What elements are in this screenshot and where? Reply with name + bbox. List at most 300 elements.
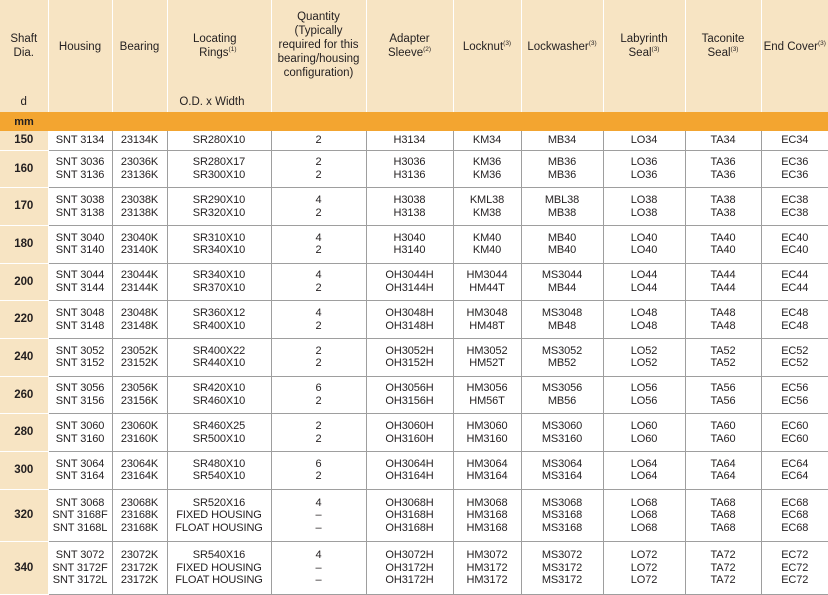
adapter-sleeve-cell — [366, 301, 453, 339]
cell-line: OH3064H — [367, 458, 453, 471]
locating-rings-cell — [167, 542, 271, 595]
cell-line: 23138K — [113, 207, 167, 220]
end-cover-cell — [761, 263, 828, 301]
cell-line: 2 — [272, 470, 366, 483]
cell-line: FIXED HOUSING — [168, 509, 271, 522]
labyrinth-seal-cell — [603, 489, 685, 542]
labyrinth-seal-cell — [603, 263, 685, 301]
housing-cell — [48, 542, 112, 595]
lockwasher-cell — [521, 338, 603, 376]
cell-line: 2 — [272, 134, 366, 147]
cell-line: SR440X10 — [168, 357, 271, 370]
locating-rings-cell — [167, 489, 271, 542]
locating-rings-cell — [167, 131, 271, 150]
quantity-cell — [271, 150, 366, 188]
cell-line: SNT 3060 — [49, 420, 112, 433]
cell-line: KM36 — [454, 169, 521, 182]
locating-rings-cell — [167, 301, 271, 339]
cell-line: SR420X10 — [168, 382, 271, 395]
lockwasher-cell — [521, 489, 603, 542]
cell-line: MS3064 — [522, 458, 603, 471]
cell-line: 23044K — [113, 269, 167, 282]
cell-line: 4 — [272, 549, 366, 562]
cell-line: TA56 — [686, 382, 761, 395]
cell-line: SNT 3052 — [49, 345, 112, 358]
cell-line: OH3056H — [367, 382, 453, 395]
cell-line: LO52 — [604, 357, 685, 370]
cell-line: LO44 — [604, 269, 685, 282]
cell-line: MS3044 — [522, 269, 603, 282]
cell-line: HM3044 — [454, 269, 521, 282]
taconite-seal-cell — [685, 225, 761, 263]
shaft-dia-cell: 160 — [0, 150, 48, 188]
cell-line: 23064K — [113, 458, 167, 471]
cell-line: 23072K — [113, 549, 167, 562]
cell-line: SR370X10 — [168, 282, 271, 295]
end-cover-header: End Cover$^{(3)}$ — [761, 0, 828, 112]
labyrinth-seal-cell — [603, 188, 685, 226]
cell-line: SR540X10 — [168, 470, 271, 483]
cell-line: H3036 — [367, 156, 453, 169]
cell-line: MS3056 — [522, 382, 603, 395]
cell-line: 4 — [272, 307, 366, 320]
cell-line: 2 — [272, 357, 366, 370]
cell-line: MS3052 — [522, 345, 603, 358]
cell-line: SNT 3172L — [49, 574, 112, 587]
cell-line: 23148K — [113, 320, 167, 333]
locknut-cell — [453, 452, 521, 490]
cell-line: MS3172 — [522, 574, 603, 587]
cell-line: HM3064 — [454, 458, 521, 471]
cell-line: OH3160H — [367, 433, 453, 446]
cell-line: MS3072 — [522, 549, 603, 562]
bearing-cell — [112, 489, 167, 542]
housing-header: Housing — [48, 0, 112, 112]
cell-line: HM3048 — [454, 307, 521, 320]
cell-line: HM52T — [454, 357, 521, 370]
cell-line: 6 — [272, 458, 366, 471]
cell-line: SR310X10 — [168, 232, 271, 245]
cell-line: EC64 — [762, 470, 828, 483]
cell-line: OH3156H — [367, 395, 453, 408]
table-row — [0, 150, 828, 188]
cell-line: SR320X10 — [168, 207, 271, 220]
cell-line: LO48 — [604, 320, 685, 333]
cell-line: EC40 — [762, 244, 828, 257]
table-row — [0, 376, 828, 414]
cell-line: TA36 — [686, 156, 761, 169]
cell-line: EC36 — [762, 169, 828, 182]
cell-line: MS3060 — [522, 420, 603, 433]
cell-line: SNT 3068 — [49, 497, 112, 510]
cell-line: OH3144H — [367, 282, 453, 295]
cell-line: EC40 — [762, 232, 828, 245]
cell-line: 23060K — [113, 420, 167, 433]
cell-line: TA38 — [686, 194, 761, 207]
end-cover-cell — [761, 414, 828, 452]
end-cover-cell — [761, 542, 828, 595]
cell-line: SR360X12 — [168, 307, 271, 320]
cell-line: EC36 — [762, 156, 828, 169]
cell-line: OH3152H — [367, 357, 453, 370]
cell-line: TA56 — [686, 395, 761, 408]
adapter-sleeve-cell — [366, 452, 453, 490]
cell-line: 2 — [272, 433, 366, 446]
cell-line: TA52 — [686, 357, 761, 370]
cell-line: H3136 — [367, 169, 453, 182]
adapter-sleeve-cell — [366, 150, 453, 188]
cell-line: 23152K — [113, 357, 167, 370]
quantity-cell — [271, 301, 366, 339]
lockwasher-cell — [521, 542, 603, 595]
cell-line: KM34 — [454, 134, 521, 147]
lockwasher-header: Lockwasher$^{(3)}$ — [521, 0, 603, 112]
cell-line: LO40 — [604, 232, 685, 245]
shaft-dia-header: Shaft Dia. d — [0, 0, 48, 112]
cell-line: EC64 — [762, 458, 828, 471]
cell-line: 23160K — [113, 433, 167, 446]
cell-line: TA72 — [686, 574, 761, 587]
shaft-dia-cell: 300 — [0, 452, 48, 490]
table-row — [0, 225, 828, 263]
bearing-cell — [112, 131, 167, 150]
cell-line: SNT 3144 — [49, 282, 112, 295]
cell-line: HM56T — [454, 395, 521, 408]
cell-line: EC44 — [762, 282, 828, 295]
cell-line: OH3044H — [367, 269, 453, 282]
cell-line: OH3172H — [367, 574, 453, 587]
bearing-cell — [112, 188, 167, 226]
cell-line: LO56 — [604, 382, 685, 395]
cell-line: EC56 — [762, 382, 828, 395]
cell-line: OH3052H — [367, 345, 453, 358]
shaft-dia-cell: 280 — [0, 414, 48, 452]
table-row — [0, 489, 828, 542]
table-row — [0, 414, 828, 452]
cell-line: TA68 — [686, 497, 761, 510]
cell-line: MB40 — [522, 244, 603, 257]
locating-rings-cell — [167, 414, 271, 452]
cell-line: H3038 — [367, 194, 453, 207]
cell-line: TA64 — [686, 470, 761, 483]
housing-cell — [48, 414, 112, 452]
cell-line: SNT 3138 — [49, 207, 112, 220]
table-row — [0, 338, 828, 376]
cell-line: SNT 3168L — [49, 522, 112, 535]
cell-line: EC72 — [762, 574, 828, 587]
cell-line: MB48 — [522, 320, 603, 333]
cell-line: OH3168H — [367, 522, 453, 535]
locknut-cell — [453, 414, 521, 452]
lockwasher-cell — [521, 301, 603, 339]
labyrinth-seal-cell — [603, 225, 685, 263]
cell-line: 23048K — [113, 307, 167, 320]
table-row — [0, 263, 828, 301]
locknut-cell — [453, 150, 521, 188]
labyrinth-seal-cell — [603, 376, 685, 414]
cell-line: EC38 — [762, 194, 828, 207]
cell-line: SR290X10 — [168, 194, 271, 207]
cell-line: OH3072H — [367, 549, 453, 562]
cell-line: SNT 3172F — [49, 562, 112, 575]
cell-line: 23168K — [113, 509, 167, 522]
locknut-cell — [453, 263, 521, 301]
locating-rings-cell — [167, 452, 271, 490]
cell-line: LO60 — [604, 433, 685, 446]
end-cover-cell — [761, 301, 828, 339]
cell-line: LO36 — [604, 156, 685, 169]
cell-line: SNT 3036 — [49, 156, 112, 169]
labyrinth-seal-cell — [603, 542, 685, 595]
cell-line: KM40 — [454, 232, 521, 245]
housing-cell — [48, 263, 112, 301]
cell-line: 2 — [272, 395, 366, 408]
cell-line: LO38 — [604, 194, 685, 207]
lockwasher-cell — [521, 414, 603, 452]
cell-line: MBL38 — [522, 194, 603, 207]
cell-line: 23040K — [113, 232, 167, 245]
cell-line: TA40 — [686, 232, 761, 245]
shaft-dia-cell: 340 — [0, 542, 48, 595]
cell-line: SR300X10 — [168, 169, 271, 182]
cell-line: HM3056 — [454, 382, 521, 395]
locating-rings-cell — [167, 150, 271, 188]
shaft-dia-cell: 200 — [0, 263, 48, 301]
cell-line: SNT 3064 — [49, 458, 112, 471]
quantity-cell — [271, 542, 366, 595]
housing-cell — [48, 301, 112, 339]
housing-cell — [48, 452, 112, 490]
cell-line: TA38 — [686, 207, 761, 220]
cell-line: EC38 — [762, 207, 828, 220]
cell-line: EC68 — [762, 509, 828, 522]
end-cover-cell — [761, 338, 828, 376]
locating-rings-header: Locating Rings$^{(1)}$ O.D. x Width — [167, 0, 271, 112]
cell-line: SNT 3156 — [49, 395, 112, 408]
bearing-cell — [112, 150, 167, 188]
end-cover-cell — [761, 376, 828, 414]
quantity-cell — [271, 188, 366, 226]
table-row — [0, 188, 828, 226]
cell-line: SNT 3134 — [49, 134, 112, 147]
cell-line: SNT 3044 — [49, 269, 112, 282]
bearing-cell — [112, 338, 167, 376]
lockwasher-cell — [521, 452, 603, 490]
cell-line: 6 — [272, 382, 366, 395]
quantity-cell — [271, 263, 366, 301]
bearing-cell — [112, 542, 167, 595]
cell-line: TA64 — [686, 458, 761, 471]
cell-line: SNT 3038 — [49, 194, 112, 207]
cell-line: – — [272, 574, 366, 587]
cell-line: MB40 — [522, 232, 603, 245]
adapter-sleeve-cell — [366, 131, 453, 150]
cell-line: OH3060H — [367, 420, 453, 433]
cell-line: 23168K — [113, 522, 167, 535]
cell-line: MS3164 — [522, 470, 603, 483]
cell-line: 23036K — [113, 156, 167, 169]
cell-line: HM3068 — [454, 497, 521, 510]
taconite-seal-cell — [685, 301, 761, 339]
cell-line: 2 — [272, 156, 366, 169]
labyrinth-seal-header: Labyrinth Seal$^{(3)}$ — [603, 0, 685, 112]
taconite-seal-cell — [685, 131, 761, 150]
cell-line: 2 — [272, 420, 366, 433]
adapter-sleeve-cell — [366, 489, 453, 542]
taconite-seal-cell — [685, 338, 761, 376]
labyrinth-seal-cell — [603, 414, 685, 452]
quantity-cell — [271, 338, 366, 376]
cell-line: FLOAT HOUSING — [168, 522, 271, 535]
cell-line: MB34 — [522, 134, 603, 147]
quantity-cell — [271, 414, 366, 452]
taconite-seal-cell — [685, 489, 761, 542]
taconite-seal-cell — [685, 188, 761, 226]
bearing-cell — [112, 263, 167, 301]
cell-line: KML38 — [454, 194, 521, 207]
adapter-sleeve-cell — [366, 338, 453, 376]
locating-rings-cell — [167, 263, 271, 301]
cell-line: KM38 — [454, 207, 521, 220]
cell-line: 2 — [272, 345, 366, 358]
cell-line: SR460X10 — [168, 395, 271, 408]
end-cover-cell — [761, 188, 828, 226]
locknut-cell — [453, 338, 521, 376]
cell-line: TA72 — [686, 562, 761, 575]
cell-line: SNT 3072 — [49, 549, 112, 562]
cell-line: LO60 — [604, 420, 685, 433]
locating-rings-cell — [167, 225, 271, 263]
cell-line: EC60 — [762, 433, 828, 446]
cell-line: MB56 — [522, 395, 603, 408]
lockwasher-cell — [521, 225, 603, 263]
cell-line: EC72 — [762, 549, 828, 562]
cell-line: SR520X16 — [168, 497, 271, 510]
cell-line: EC52 — [762, 345, 828, 358]
cell-line: MB36 — [522, 169, 603, 182]
housing-cell — [48, 150, 112, 188]
shaft-dia-cell: 220 — [0, 301, 48, 339]
cell-line: EC48 — [762, 320, 828, 333]
cell-line: HM3160 — [454, 433, 521, 446]
cell-line: OH3168H — [367, 509, 453, 522]
cell-line: MB44 — [522, 282, 603, 295]
locknut-cell — [453, 489, 521, 542]
cell-line: HM3072 — [454, 549, 521, 562]
housing-cell — [48, 131, 112, 150]
cell-line: SR400X22 — [168, 345, 271, 358]
shaft-dia-cell: 170 — [0, 188, 48, 226]
locknut-cell — [453, 131, 521, 150]
cell-line: SR500X10 — [168, 433, 271, 446]
cell-line: 23052K — [113, 345, 167, 358]
cell-line: TA48 — [686, 320, 761, 333]
end-cover-cell — [761, 452, 828, 490]
cell-line: MS3168 — [522, 522, 603, 535]
cell-line: SNT 3152 — [49, 357, 112, 370]
cell-line: 4 — [272, 194, 366, 207]
cell-line: HM3060 — [454, 420, 521, 433]
cell-line: MB52 — [522, 357, 603, 370]
cell-line: TA60 — [686, 433, 761, 446]
cell-line: LO72 — [604, 562, 685, 575]
cell-line: H3138 — [367, 207, 453, 220]
cell-line: SR340X10 — [168, 244, 271, 257]
cell-line: LO40 — [604, 244, 685, 257]
cell-line: TA44 — [686, 282, 761, 295]
quantity-cell — [271, 489, 366, 542]
cell-line: EC68 — [762, 497, 828, 510]
shaft-dia-cell: 240 — [0, 338, 48, 376]
locating-rings-cell — [167, 376, 271, 414]
shaft-dia-cell: 320 — [0, 489, 48, 542]
locknut-cell — [453, 188, 521, 226]
cell-line: SNT 3140 — [49, 244, 112, 257]
cell-line: LO34 — [604, 134, 685, 147]
cell-line: TA68 — [686, 522, 761, 535]
quantity-header: Quantity (Typically required for this bearing/housing configuration) — [271, 0, 366, 112]
shaft-dia-cell: 150 — [0, 131, 48, 150]
quantity-cell — [271, 225, 366, 263]
table-row — [0, 452, 828, 490]
adapter-sleeve-cell — [366, 542, 453, 595]
cell-line: SR540X16 — [168, 549, 271, 562]
adapter-sleeve-cell — [366, 188, 453, 226]
locating-rings-cell — [167, 338, 271, 376]
cell-line: HM3168 — [454, 522, 521, 535]
cell-line: H3140 — [367, 244, 453, 257]
cell-line: H3134 — [367, 134, 453, 147]
cell-line: OH3172H — [367, 562, 453, 575]
cell-line: SNT 3168F — [49, 509, 112, 522]
cell-line: FLOAT HOUSING — [168, 574, 271, 587]
adapter-sleeve-cell — [366, 414, 453, 452]
cell-line: HM3164 — [454, 470, 521, 483]
cell-line: TA36 — [686, 169, 761, 182]
labyrinth-seal-cell — [603, 131, 685, 150]
unit-label: mm — [0, 112, 48, 131]
cell-line: 4 — [272, 232, 366, 245]
cell-line: TA52 — [686, 345, 761, 358]
cell-line: 2 — [272, 207, 366, 220]
cell-line: LO48 — [604, 307, 685, 320]
bearing-cell — [112, 225, 167, 263]
cell-line: 23172K — [113, 562, 167, 575]
cell-line: 23136K — [113, 169, 167, 182]
labyrinth-seal-cell — [603, 452, 685, 490]
locknut-header: Locknut$^{(3)}$ — [453, 0, 521, 112]
table-row — [0, 301, 828, 339]
cell-line: OH3048H — [367, 307, 453, 320]
cell-line: EC72 — [762, 562, 828, 575]
taconite-seal-header: Taconite Seal$^{(3)}$ — [685, 0, 761, 112]
bearing-cell — [112, 301, 167, 339]
cell-line: SNT 3040 — [49, 232, 112, 245]
cell-line: 23056K — [113, 382, 167, 395]
cell-line: 23172K — [113, 574, 167, 587]
locknut-cell — [453, 376, 521, 414]
taconite-seal-cell — [685, 542, 761, 595]
cell-line: OH3148H — [367, 320, 453, 333]
cell-line: EC52 — [762, 357, 828, 370]
cell-line: 23068K — [113, 497, 167, 510]
taconite-seal-cell — [685, 414, 761, 452]
cell-line: LO44 — [604, 282, 685, 295]
bearing-header: Bearing — [112, 0, 167, 112]
cell-line: KM36 — [454, 156, 521, 169]
cell-line: LO68 — [604, 509, 685, 522]
cell-line: LO64 — [604, 458, 685, 471]
